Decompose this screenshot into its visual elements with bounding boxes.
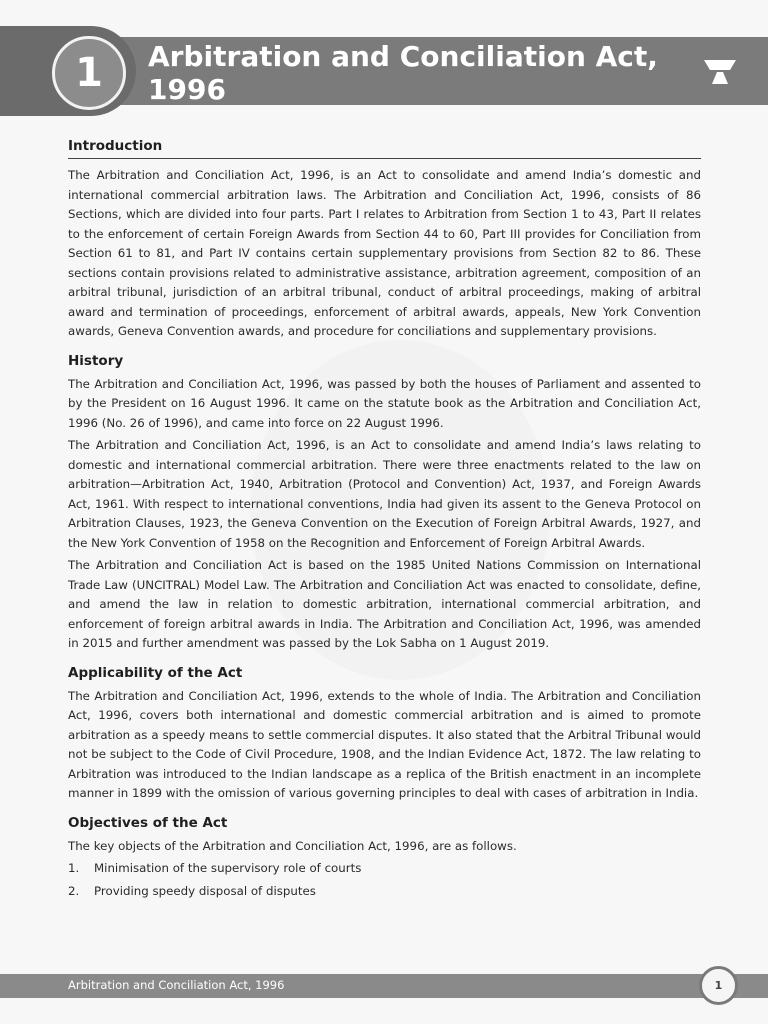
applicability-heading: Applicability of the Act (68, 664, 243, 681)
history-section (68, 353, 701, 654)
objectives-list (68, 859, 701, 901)
list-item-number: 1. (68, 861, 80, 875)
list-item-number: 2. (68, 883, 80, 898)
chapter-number: 1 (52, 36, 126, 110)
paragraph: The Arbitration and Conciliation Act, 1996, is an Act to consolidate and amend India’s laws relating to domestic and international commercial arbitration. There were three enactments related to the law on arbitration—Arbitration Act, 1940, Arbitration (Protocol and Convention) Act, 1937, and Foreign Awards Act, 1961. With respect to international conventions, India had given its assent to the Geneva Protocol on Arbitration Clauses, 1923, the Geneva Convention on the Execution of Foreign Arbitral Awards, 1927, and the New York Convention of 1958 on the Recognition and Enforcement of Foreign Arbitral Awards. (68, 438, 701, 550)
history-heading: History (68, 352, 124, 369)
paragraph: The Arbitration and Conciliation Act, 1996, extends to the whole of India. The Arbitration and Conciliation Act, 1996, covers both international and domestic commercial arbitration and is aimed to promote arbitration as a speedy means to settle commercial disputes. It also stated that the Arbitral Tribunal would not be subject to the Code of Civil Procedure, 1908, and the Indian Evidence Act, 1872. The law relating to Arbitration was introduced to the Indian landscape as a replica of the British enactment in an incomplete manner in 1899 with the omission of various governing principles to deal with cases of arbitration in India. (68, 688, 701, 800)
objectives-heading: Objectives of the Act (68, 814, 228, 831)
list-item-text: Minimisation of the supervisory role of courts (94, 861, 362, 875)
footer-title: Arbitration and Conciliation Act, 1996 (68, 978, 285, 992)
paragraph: The Arbitration and Conciliation Act is based on the 1985 United Nations Commission on International Trade Law (UNCITRAL) Model Law. The Arbitration and Conciliation Act was enacted to consolidate, define, and amend the law in relation to domestic arbitration, international commercial arbitration, and enforcement of foreign arbitral awards in India. The Arbitration and Conciliation Act, 1996, was amended in 2015 and further amendment was passed by the Lok Sabha on 1 August 2019. (68, 558, 701, 650)
paragraph: The Arbitration and Conciliation Act, 1996, was passed by both the houses of Parliament and assented to by the President on 16 August 1996. It came on the statute book as the Arbitration and Conciliation Act, 1996 (No. 26 of 1996), and came into force on 22 August 1996. (68, 376, 701, 430)
objectives-section (68, 815, 701, 902)
list-item-text: Providing speedy disposal of disputes (94, 883, 316, 898)
page-content (68, 138, 701, 912)
book-stand-icon (704, 60, 736, 86)
list-item (68, 882, 701, 902)
list-item (68, 859, 701, 879)
introduction-heading: Introduction (68, 138, 701, 159)
introduction-section (68, 138, 701, 342)
applicability-section (68, 665, 701, 804)
paragraph: The Arbitration and Conciliation Act, 1996, is an Act to consolidate and amend India’s domestic and international commercial arbitration laws. The Arbitration and Conciliation Act, 1996, consists of 86 Sections, which are divided into four parts. Part I relates to Arbitration from Section 1 to 43, Part II relates to the enforcement of certain Foreign Awards from Section 44 to 60, Part III provides for Conciliation from Section 61 to 81, and Part IV contains certain supplementary provisions from Section 82 to 86. These sections contain provisions related to administrative assistance, arbitration agreement, composition of an arbitral tribunal, jurisdiction of an arbitral tribunal, conduct of arbitral proceedings, making of arbitral award and termination of proceedings, enforcement of arbitral awards, appeals, New York Convention awards, Geneva Convention awards, and procedure for conciliations and supplementary provisions. (68, 168, 701, 338)
objectives-intro: The key objects of the Arbitration and Conciliation Act, 1996, are as follows. (68, 838, 517, 853)
page-number: 1 (699, 966, 738, 1005)
chapter-title: Arbitration and Conciliation Act, 1996 (148, 40, 658, 106)
